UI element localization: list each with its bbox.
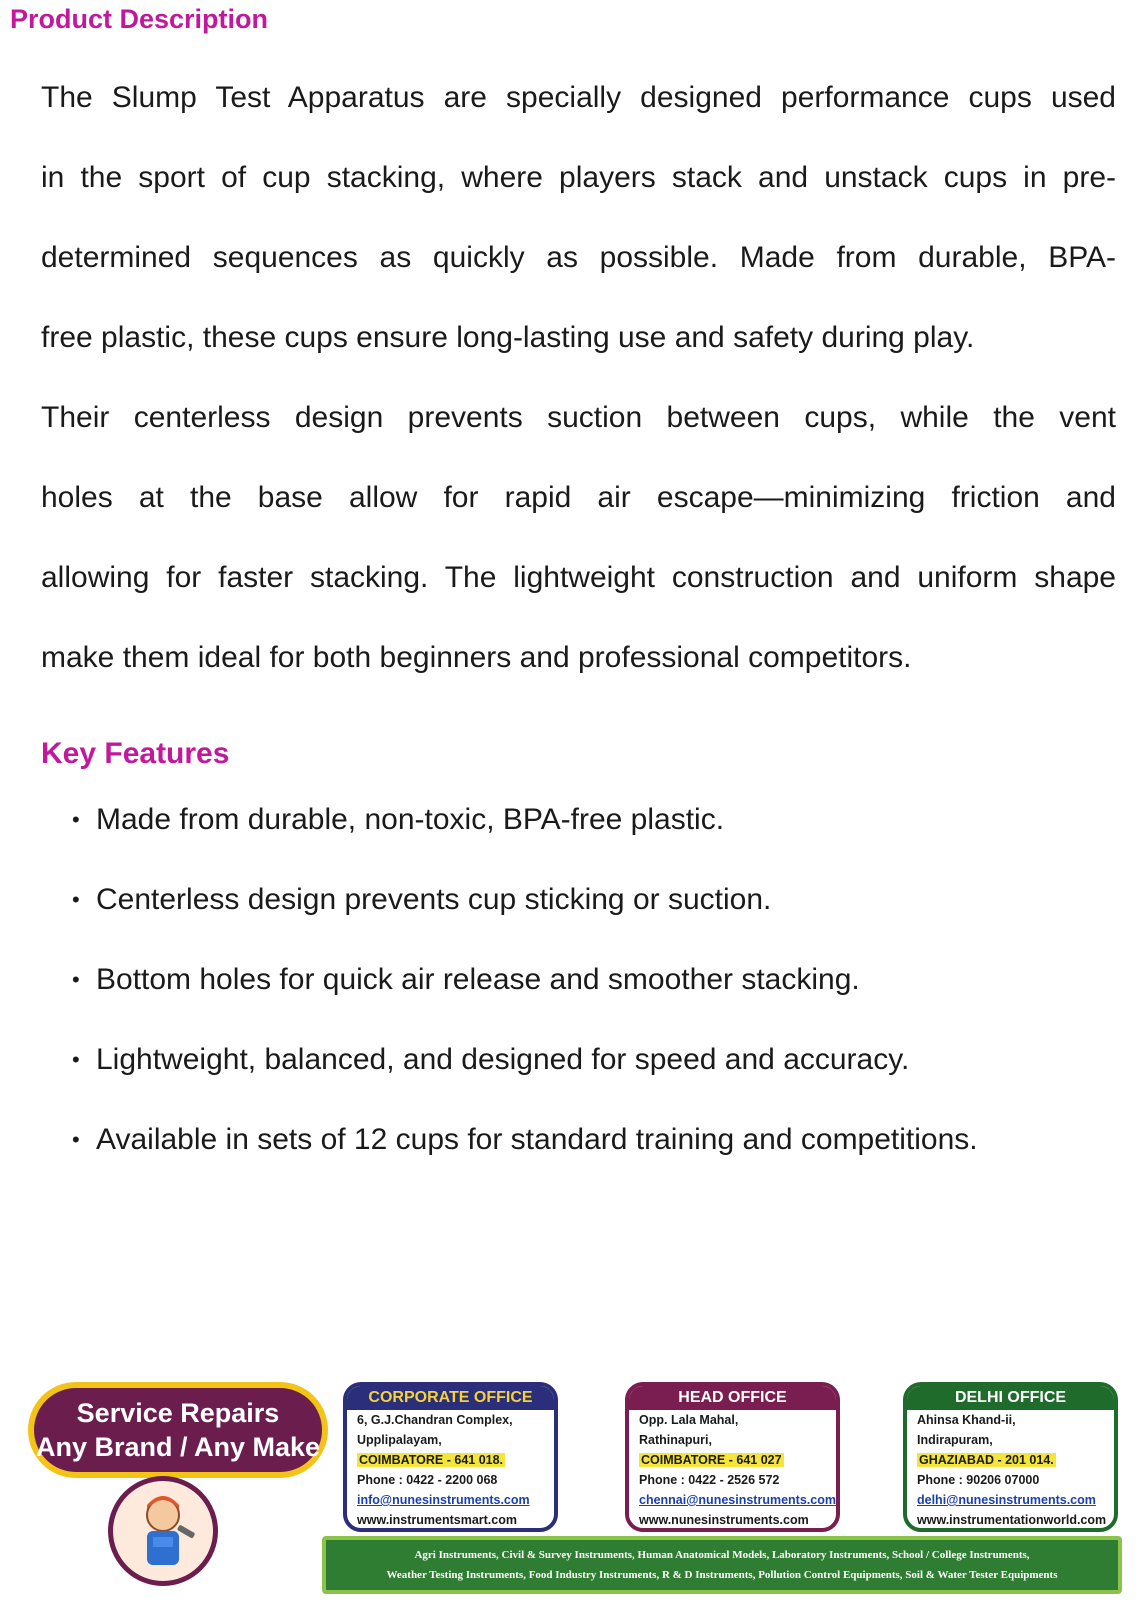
- office-phone: Phone : 0422 - 2200 068: [357, 1473, 498, 1487]
- list-item-text: Lightweight, balanced, and designed for speed and accuracy.: [96, 1043, 910, 1076]
- strip-line-2: Weather Testing Instruments, Food Industry Instruments, R & D Instruments, Pollution Control Equipments, Soil & Water Tester Equipments: [386, 1569, 1058, 1581]
- paragraph-line: The Slump Test Apparatus are specially designed performance cups used: [41, 83, 1116, 114]
- bullet-icon: •: [72, 967, 80, 992]
- strip-line-1: Agri Instruments, Civil & Survey Instruments, Human Anatomical Models, Laboratory Instruments, School / College Instruments,: [414, 1549, 1030, 1561]
- page-title: Product Description: [10, 4, 269, 34]
- product-categories-strip: [322, 1536, 1122, 1594]
- list-item: [72, 1043, 909, 1077]
- list-item-text: Available in sets of 12 cups for standard training and competitions.: [96, 1123, 978, 1156]
- office-address-1: Ahinsa Khand-ii,: [917, 1413, 1016, 1427]
- bullet-icon: •: [72, 887, 80, 912]
- list-item-text: Made from durable, non-toxic, BPA-free plastic.: [96, 803, 725, 836]
- key-features-heading: Key Features: [41, 737, 230, 770]
- office-title: DELHI OFFICE: [907, 1386, 1114, 1410]
- paragraph-line: holes at the base allow for rapid air escape—minimizing friction and: [41, 483, 1116, 514]
- office-email-link[interactable]: delhi@nunesinstruments.com: [917, 1493, 1096, 1507]
- bullet-icon: •: [72, 1127, 80, 1152]
- list-item-text: Centerless design prevents cup sticking or suction.: [96, 883, 772, 916]
- list-item: [72, 1123, 978, 1157]
- office-phone: Phone : 90206 07000: [917, 1473, 1040, 1487]
- corporate-office-card: [343, 1382, 558, 1532]
- bullet-icon: •: [72, 1047, 80, 1072]
- office-city: GHAZIABAD - 201 014.: [919, 1453, 1054, 1467]
- paragraph-line: Their centerless design prevents suction between cups, while the vent: [41, 403, 1116, 434]
- office-website[interactable]: www.instrumentationworld.com: [917, 1513, 1107, 1527]
- list-item-text: Bottom holes for quick air release and smoother stacking.: [96, 963, 860, 996]
- paragraph-line: determined sequences as quickly as possible. Made from durable, BPA-: [41, 243, 1116, 274]
- paragraph-line: free plastic, these cups ensure long-lasting use and safety during play.: [41, 323, 975, 354]
- mascot-icon: [108, 1476, 218, 1586]
- office-city: COIMBATORE - 641 027: [641, 1453, 782, 1467]
- office-email-link[interactable]: info@nunesinstruments.com: [357, 1493, 530, 1507]
- repairman-icon: [113, 1481, 213, 1581]
- paragraph-line: allowing for faster stacking. The lightweight construction and uniform shape: [41, 563, 1116, 594]
- service-repairs-badge: [28, 1382, 328, 1478]
- office-website[interactable]: www.nunesinstruments.com: [639, 1513, 809, 1527]
- bullet-icon: •: [72, 807, 80, 832]
- office-address-1: Opp. Lala Mahal,: [639, 1413, 739, 1427]
- office-city: COIMBATORE - 641 018.: [359, 1453, 504, 1467]
- head-office-card: [625, 1382, 840, 1532]
- paragraph-line: in the sport of cup stacking, where players stack and unstack cups in pre-: [41, 163, 1116, 194]
- list-item: [72, 803, 724, 837]
- office-website[interactable]: www.instrumentsmart.com: [357, 1513, 517, 1527]
- office-address-2: Rathinapuri,: [639, 1433, 712, 1447]
- office-phone: Phone : 0422 - 2526 572: [639, 1473, 780, 1487]
- office-email-link[interactable]: chennai@nunesinstruments.com: [639, 1493, 836, 1507]
- office-title: HEAD OFFICE: [629, 1386, 836, 1410]
- service-line-2: Any Brand / Any Make: [35, 1432, 321, 1462]
- delhi-office-card: [903, 1382, 1118, 1532]
- list-item: [72, 963, 860, 997]
- list-item: [72, 883, 771, 917]
- office-address-2: Indirapuram,: [917, 1433, 993, 1447]
- paragraph-line: make them ideal for both beginners and professional competitors.: [41, 643, 912, 674]
- office-address-2: Upplipalayam,: [357, 1433, 442, 1447]
- service-line-1: Service Repairs: [76, 1398, 280, 1428]
- office-address-1: 6, G.J.Chandran Complex,: [357, 1413, 513, 1427]
- footer-banner: [0, 1370, 1140, 1600]
- office-title: CORPORATE OFFICE: [347, 1386, 554, 1410]
